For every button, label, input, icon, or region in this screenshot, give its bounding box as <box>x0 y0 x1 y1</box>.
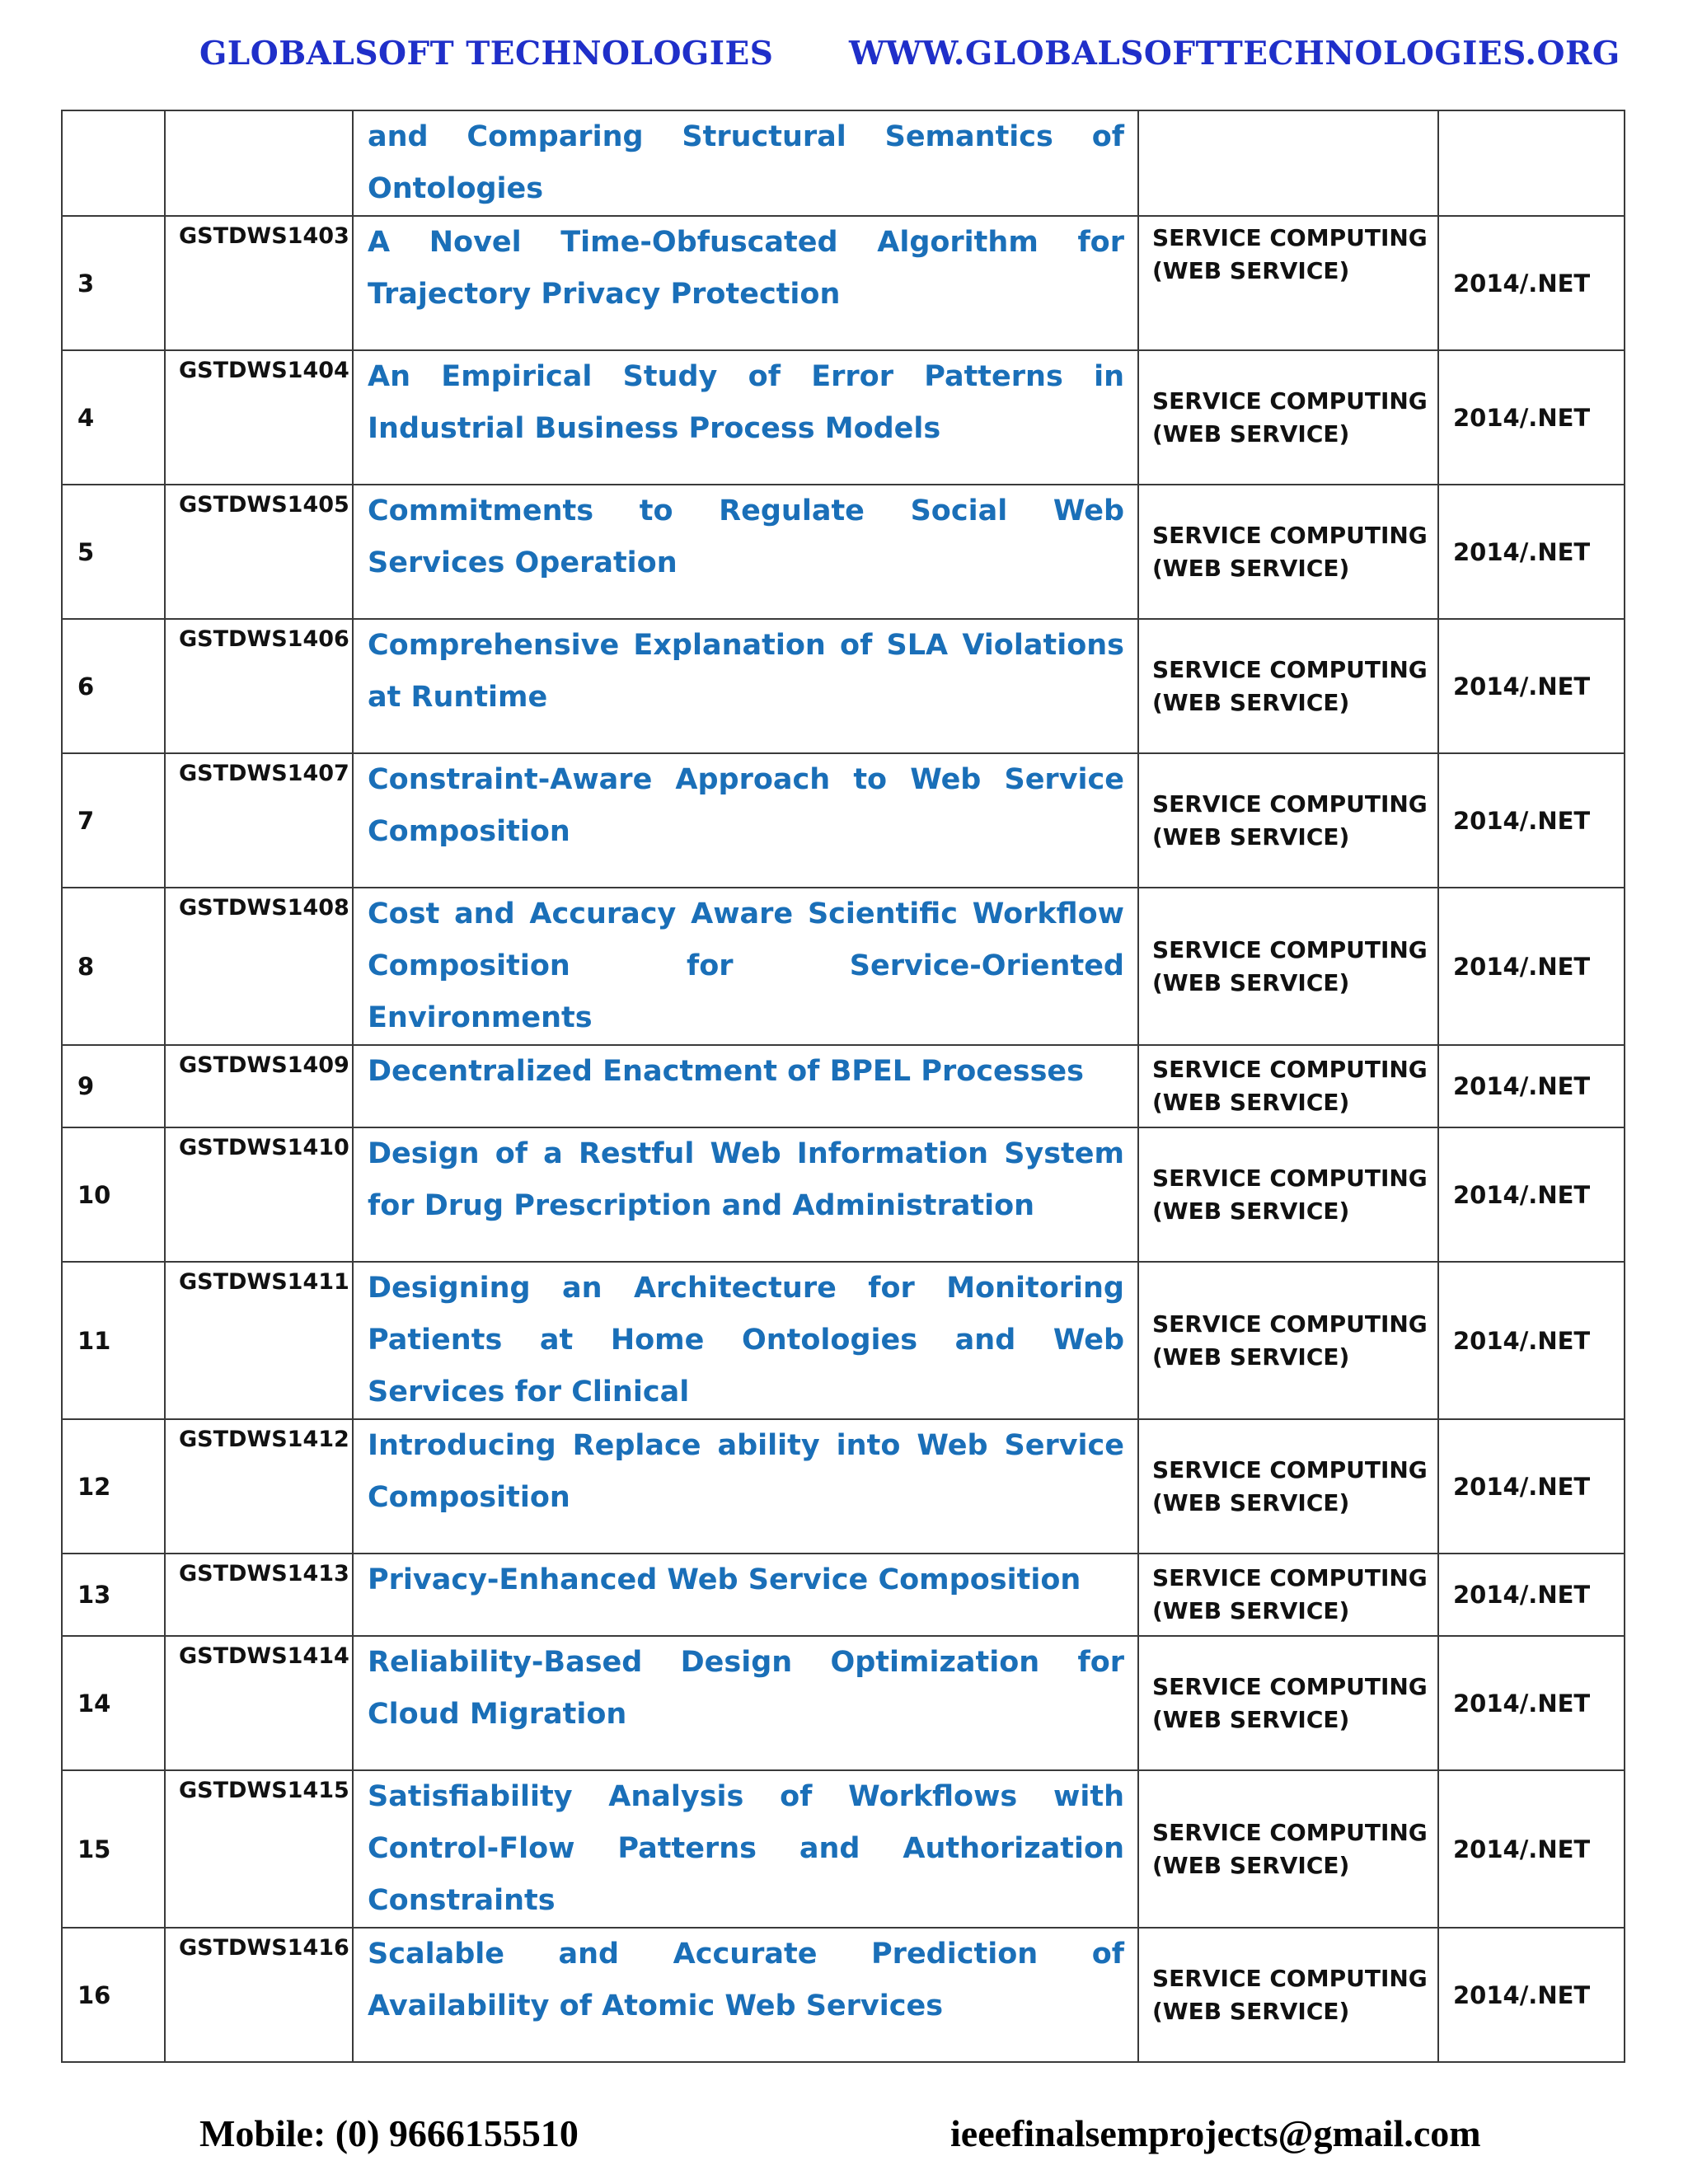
mobile-number: Mobile: (0) 9666155510 <box>199 2112 579 2154</box>
project-domain <box>1138 1928 1438 2062</box>
domain-line1: SERVICE COMPUTING <box>1152 1818 1428 1846</box>
project-year: 2014/.NET <box>1438 1419 1625 1554</box>
project-title[interactable]: Cost and Accuracy Aware Scientific Workflow Composition for Service-Oriented Environments <box>353 888 1138 1045</box>
table-row <box>62 1045 1625 1127</box>
domain-line1: SERVICE COMPUTING <box>1152 1056 1428 1083</box>
domain-line1: SERVICE COMPUTING <box>1152 387 1428 415</box>
table-row <box>62 888 1625 1045</box>
project-code: GSTDWS1405 <box>165 485 353 619</box>
domain-line1: SERVICE COMPUTING <box>1152 790 1428 818</box>
domain-line2: (WEB SERVICE) <box>1152 1705 1350 1733</box>
domain-line2: (WEB SERVICE) <box>1152 1997 1350 2025</box>
page-footer <box>0 2111 1688 2161</box>
project-code: GSTDWS1415 <box>165 1770 353 1928</box>
project-code: GSTDWS1409 <box>165 1045 353 1127</box>
domain-line1: SERVICE COMPUTING <box>1152 655 1428 683</box>
project-year: 2014/.NET <box>1438 1554 1625 1636</box>
domain-line1: SERVICE COMPUTING <box>1152 521 1428 549</box>
project-year: 2014/.NET <box>1438 1770 1625 1928</box>
serial-number: 10 <box>62 1127 165 1262</box>
project-year: 2014/.NET <box>1438 753 1625 888</box>
serial-number: 15 <box>62 1770 165 1928</box>
table-row <box>62 1262 1625 1419</box>
domain-line2: (WEB SERVICE) <box>1152 688 1350 716</box>
project-domain <box>1138 1419 1438 1554</box>
table-row <box>62 1636 1625 1770</box>
table-row <box>62 753 1625 888</box>
project-title[interactable]: Reliability-Based Design Optimization for Cloud Migration <box>353 1636 1138 1770</box>
domain-line1: SERVICE COMPUTING <box>1152 1672 1428 1700</box>
email-address[interactable]: ieeefinalsemprojects@gmail.com <box>950 2112 1481 2154</box>
table-row <box>62 619 1625 753</box>
domain-line1: SERVICE COMPUTING <box>1152 1310 1428 1338</box>
table-row <box>62 110 1625 216</box>
domain-line1: SERVICE COMPUTING <box>1152 1964 1428 1992</box>
project-code: GSTDWS1413 <box>165 1554 353 1636</box>
project-year: 2014/.NET <box>1438 216 1625 350</box>
project-title[interactable]: Constraint-Aware Approach to Web Service Composition <box>353 753 1138 888</box>
serial-number: 16 <box>62 1928 165 2062</box>
project-title[interactable]: Design of a Restful Web Information System for Drug Prescription and Administration <box>353 1127 1138 1262</box>
project-domain <box>1138 485 1438 619</box>
project-year: 2014/.NET <box>1438 1127 1625 1262</box>
project-year: 2014/.NET <box>1438 1928 1625 2062</box>
domain-line1: SERVICE COMPUTING <box>1152 1164 1428 1192</box>
serial-number: 12 <box>62 1419 165 1554</box>
project-title[interactable]: Designing an Architecture for Monitoring Patients at Home Ontologies and Web Services for Clinical <box>353 1262 1138 1419</box>
domain-line1: SERVICE COMPUTING <box>1152 1564 1428 1591</box>
table-row <box>62 1928 1625 2062</box>
page-header <box>0 35 1688 84</box>
project-domain <box>1138 110 1438 216</box>
project-title[interactable]: An Empirical Study of Error Patterns in Industrial Business Process Models <box>353 350 1138 485</box>
serial-number: 5 <box>62 485 165 619</box>
project-year: 2014/.NET <box>1438 485 1625 619</box>
project-title[interactable]: Introducing Replace ability into Web Service Composition <box>353 1419 1138 1554</box>
project-domain <box>1138 1127 1438 1262</box>
domain-line2: (WEB SERVICE) <box>1152 1851 1350 1879</box>
table-row <box>62 1127 1625 1262</box>
projects-table <box>61 110 1625 2063</box>
serial-number: 9 <box>62 1045 165 1127</box>
project-domain <box>1138 1770 1438 1928</box>
domain-line2: (WEB SERVICE) <box>1152 257 1350 284</box>
domain-line1: SERVICE COMPUTING <box>1152 935 1428 963</box>
project-domain <box>1138 619 1438 753</box>
project-domain <box>1138 350 1438 485</box>
project-domain <box>1138 1262 1438 1419</box>
domain-line2: (WEB SERVICE) <box>1152 1197 1350 1225</box>
project-code <box>165 110 353 216</box>
project-domain <box>1138 1045 1438 1127</box>
domain-line2: (WEB SERVICE) <box>1152 1488 1350 1516</box>
project-title[interactable]: Comprehensive Explanation of SLA Violations at Runtime <box>353 619 1138 753</box>
table-row <box>62 350 1625 485</box>
company-name: GLOBALSOFT TECHNOLOGIES <box>199 35 774 73</box>
table-row <box>62 1770 1625 1928</box>
project-year: 2014/.NET <box>1438 888 1625 1045</box>
serial-number: 6 <box>62 619 165 753</box>
serial-number: 4 <box>62 350 165 485</box>
project-title[interactable]: and Comparing Structural Semantics of Ontologies <box>353 110 1138 216</box>
project-title[interactable]: Decentralized Enactment of BPEL Processes <box>353 1045 1138 1127</box>
project-domain <box>1138 1554 1438 1636</box>
project-year: 2014/.NET <box>1438 1262 1625 1419</box>
domain-line2: (WEB SERVICE) <box>1152 554 1350 582</box>
domain-line2: (WEB SERVICE) <box>1152 419 1350 448</box>
project-year <box>1438 110 1625 216</box>
serial-number <box>62 110 165 216</box>
table-row <box>62 485 1625 619</box>
project-code: GSTDWS1412 <box>165 1419 353 1554</box>
project-domain <box>1138 216 1438 350</box>
project-code: GSTDWS1408 <box>165 888 353 1045</box>
serial-number: 13 <box>62 1554 165 1636</box>
domain-line1: SERVICE COMPUTING <box>1152 224 1428 251</box>
project-code: GSTDWS1416 <box>165 1928 353 2062</box>
project-title[interactable]: A Novel Time-Obfuscated Algorithm for Trajectory Privacy Protection <box>353 216 1138 350</box>
project-title[interactable]: Commitments to Regulate Social Web Services Operation <box>353 485 1138 619</box>
serial-number: 11 <box>62 1262 165 1419</box>
domain-line2: (WEB SERVICE) <box>1152 1089 1350 1116</box>
table-row <box>62 1419 1625 1554</box>
website-link[interactable]: WWW.GLOBALSOFTTECHNOLOGIES.ORG <box>849 35 1620 73</box>
serial-number: 8 <box>62 888 165 1045</box>
project-title[interactable]: Satisfiability Analysis of Workflows with Control-Flow Patterns and Authorization Constraints <box>353 1770 1138 1928</box>
project-code: GSTDWS1406 <box>165 619 353 753</box>
project-domain <box>1138 1636 1438 1770</box>
domain-line2: (WEB SERVICE) <box>1152 1597 1350 1624</box>
serial-number: 3 <box>62 216 165 350</box>
domain-line1: SERVICE COMPUTING <box>1152 1455 1428 1483</box>
project-code: GSTDWS1410 <box>165 1127 353 1262</box>
project-year: 2014/.NET <box>1438 619 1625 753</box>
project-year: 2014/.NET <box>1438 1045 1625 1127</box>
project-code: GSTDWS1403 <box>165 216 353 350</box>
domain-line2: (WEB SERVICE) <box>1152 1343 1350 1371</box>
project-domain <box>1138 753 1438 888</box>
project-title[interactable]: Privacy-Enhanced Web Service Composition <box>353 1554 1138 1636</box>
project-year: 2014/.NET <box>1438 1636 1625 1770</box>
serial-number: 7 <box>62 753 165 888</box>
project-code: GSTDWS1404 <box>165 350 353 485</box>
project-domain <box>1138 888 1438 1045</box>
project-year: 2014/.NET <box>1438 350 1625 485</box>
project-title[interactable]: Scalable and Accurate Prediction of Availability of Atomic Web Services <box>353 1928 1138 2062</box>
table-row <box>62 216 1625 350</box>
serial-number: 14 <box>62 1636 165 1770</box>
project-code: GSTDWS1407 <box>165 753 353 888</box>
table-row <box>62 1554 1625 1636</box>
project-code: GSTDWS1414 <box>165 1636 353 1770</box>
domain-line2: (WEB SERVICE) <box>1152 968 1350 996</box>
project-code: GSTDWS1411 <box>165 1262 353 1419</box>
domain-line2: (WEB SERVICE) <box>1152 823 1350 851</box>
